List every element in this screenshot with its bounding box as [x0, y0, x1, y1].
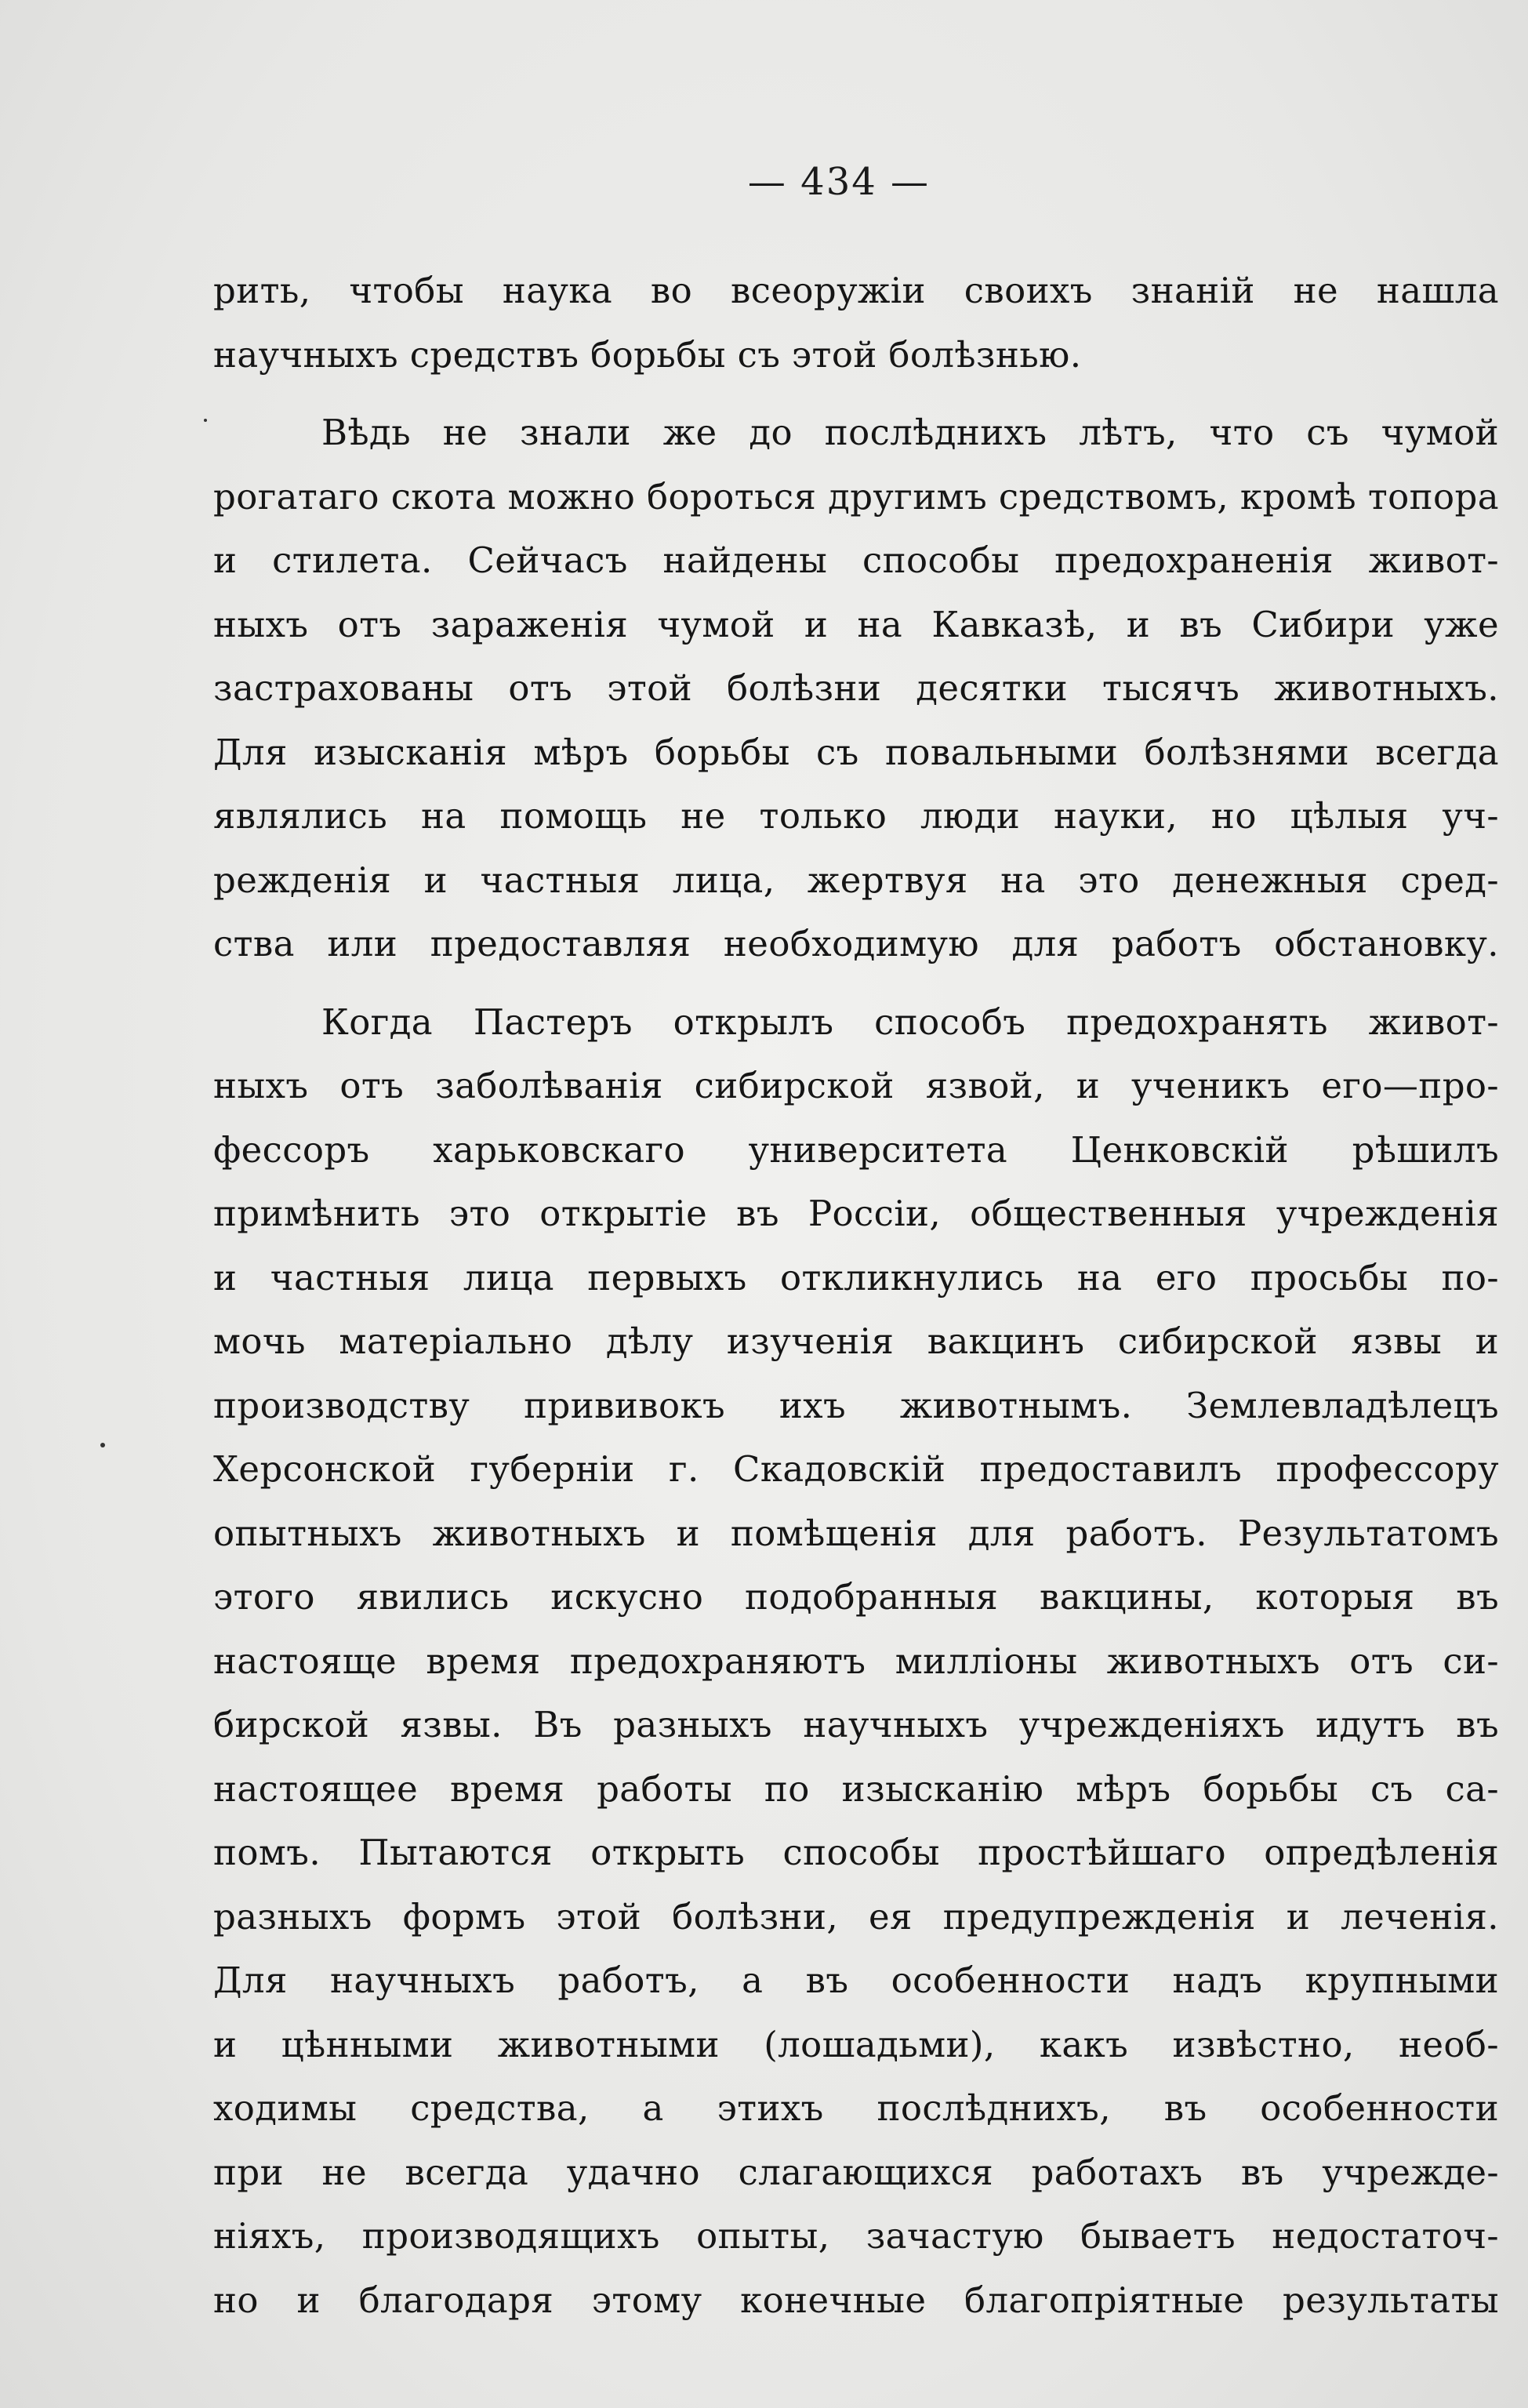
- text-line: примѣнить это открытіе въ Россіи, общественныя учрежденія: [213, 1193, 1499, 1234]
- text-line: застрахованы отъ этой болѣзни десятки тысячъ животныхъ.: [213, 667, 1499, 709]
- text-line: мочь матеріально дѣлу изученія вакцинъ сибирской язвы и: [213, 1320, 1499, 1362]
- text-line: при не всегда удачно слагающихся работахъ въ учрежде-: [213, 2151, 1499, 2193]
- print-speck: [100, 1443, 105, 1447]
- text-line: ныхъ отъ заболѣванія сибирской язвой, и ученикъ его—про-: [213, 1065, 1499, 1106]
- text-line: являлись на помощь не только люди науки, но цѣлыя уч-: [213, 795, 1499, 837]
- text-line: разныхъ формъ этой болѣзни, ея предупрежденія и леченія.: [213, 1895, 1499, 1938]
- text-line: но и благодаря этому конечные благопріятные результаты: [213, 2279, 1499, 2321]
- text-line: помъ. Пытаются открыть способы простѣйшаго опредѣленія: [213, 1832, 1499, 1873]
- text-line: режденія и частныя лица, жертвуя на это денежныя сред-: [213, 859, 1499, 901]
- text-line: ства или предоставляя необходимую для работъ обстановку.: [213, 923, 1499, 964]
- text-line: настояще время предохраняютъ милліоны животныхъ отъ си-: [213, 1640, 1499, 1682]
- body-text: [213, 259, 1499, 2332]
- print-speck: [204, 419, 207, 422]
- text-line: фессоръ харьковскаго университета Ценковскій рѣшилъ: [213, 1128, 1499, 1171]
- text-line: Когда Пастеръ открылъ способъ предохранять живот-: [321, 1001, 1499, 1043]
- text-line: настоящее время работы по изысканію мѣръ борьбы съ са-: [213, 1767, 1499, 1810]
- text-line: производству прививокъ ихъ животнымъ. Землевладѣлецъ: [213, 1384, 1499, 1426]
- text-line: опытныхъ животныхъ и помѣщенія для работъ. Результатомъ: [213, 1512, 1499, 1554]
- text-line: рогатаго скота можно бороться другимъ средствомъ, кромѣ топора: [213, 475, 1499, 518]
- page-number: — 434 —: [747, 160, 931, 204]
- text-line: Вѣдь не знали же до послѣднихъ лѣтъ, что съ чумой: [321, 412, 1499, 453]
- text-line: Для научныхъ работъ, а въ особенности надъ крупными: [213, 1959, 1499, 2001]
- text-line: этого явились искусно подобранныя вакцины, которыя въ: [213, 1576, 1499, 1618]
- text-line: ніяхъ, производящихъ опыты, зачастую бываетъ недостаточ-: [213, 2215, 1499, 2257]
- text-line: и стилета. Сейчасъ найдены способы предохраненія живот-: [213, 539, 1499, 581]
- text-line: рить, чтобы наука во всеоружіи своихъ знаній не нашла: [213, 270, 1499, 311]
- text-line: бирской язвы. Въ разныхъ научныхъ учрежденіяхъ идутъ въ: [213, 1704, 1499, 1745]
- text-line: и цѣнными животными (лошадьми), какъ извѣстно, необ-: [213, 2023, 1499, 2065]
- text-line: научныхъ средствъ борьбы съ этой болѣзнью.: [213, 333, 1082, 376]
- text-line: Херсонской губерніи г. Скадовскій предоставилъ профессору: [213, 1448, 1499, 1490]
- text-line: Для изысканія мѣръ борьбы съ повальными болѣзнями всегда: [213, 731, 1499, 773]
- text-line: и частныя лица первыхъ откликнулись на его просьбы по-: [213, 1256, 1499, 1298]
- text-line: ходимы средства, а этихъ послѣднихъ, въ особенности: [213, 2087, 1499, 2129]
- text-line: ныхъ отъ зараженія чумой и на Кавказѣ, и въ Сибири уже: [213, 603, 1499, 645]
